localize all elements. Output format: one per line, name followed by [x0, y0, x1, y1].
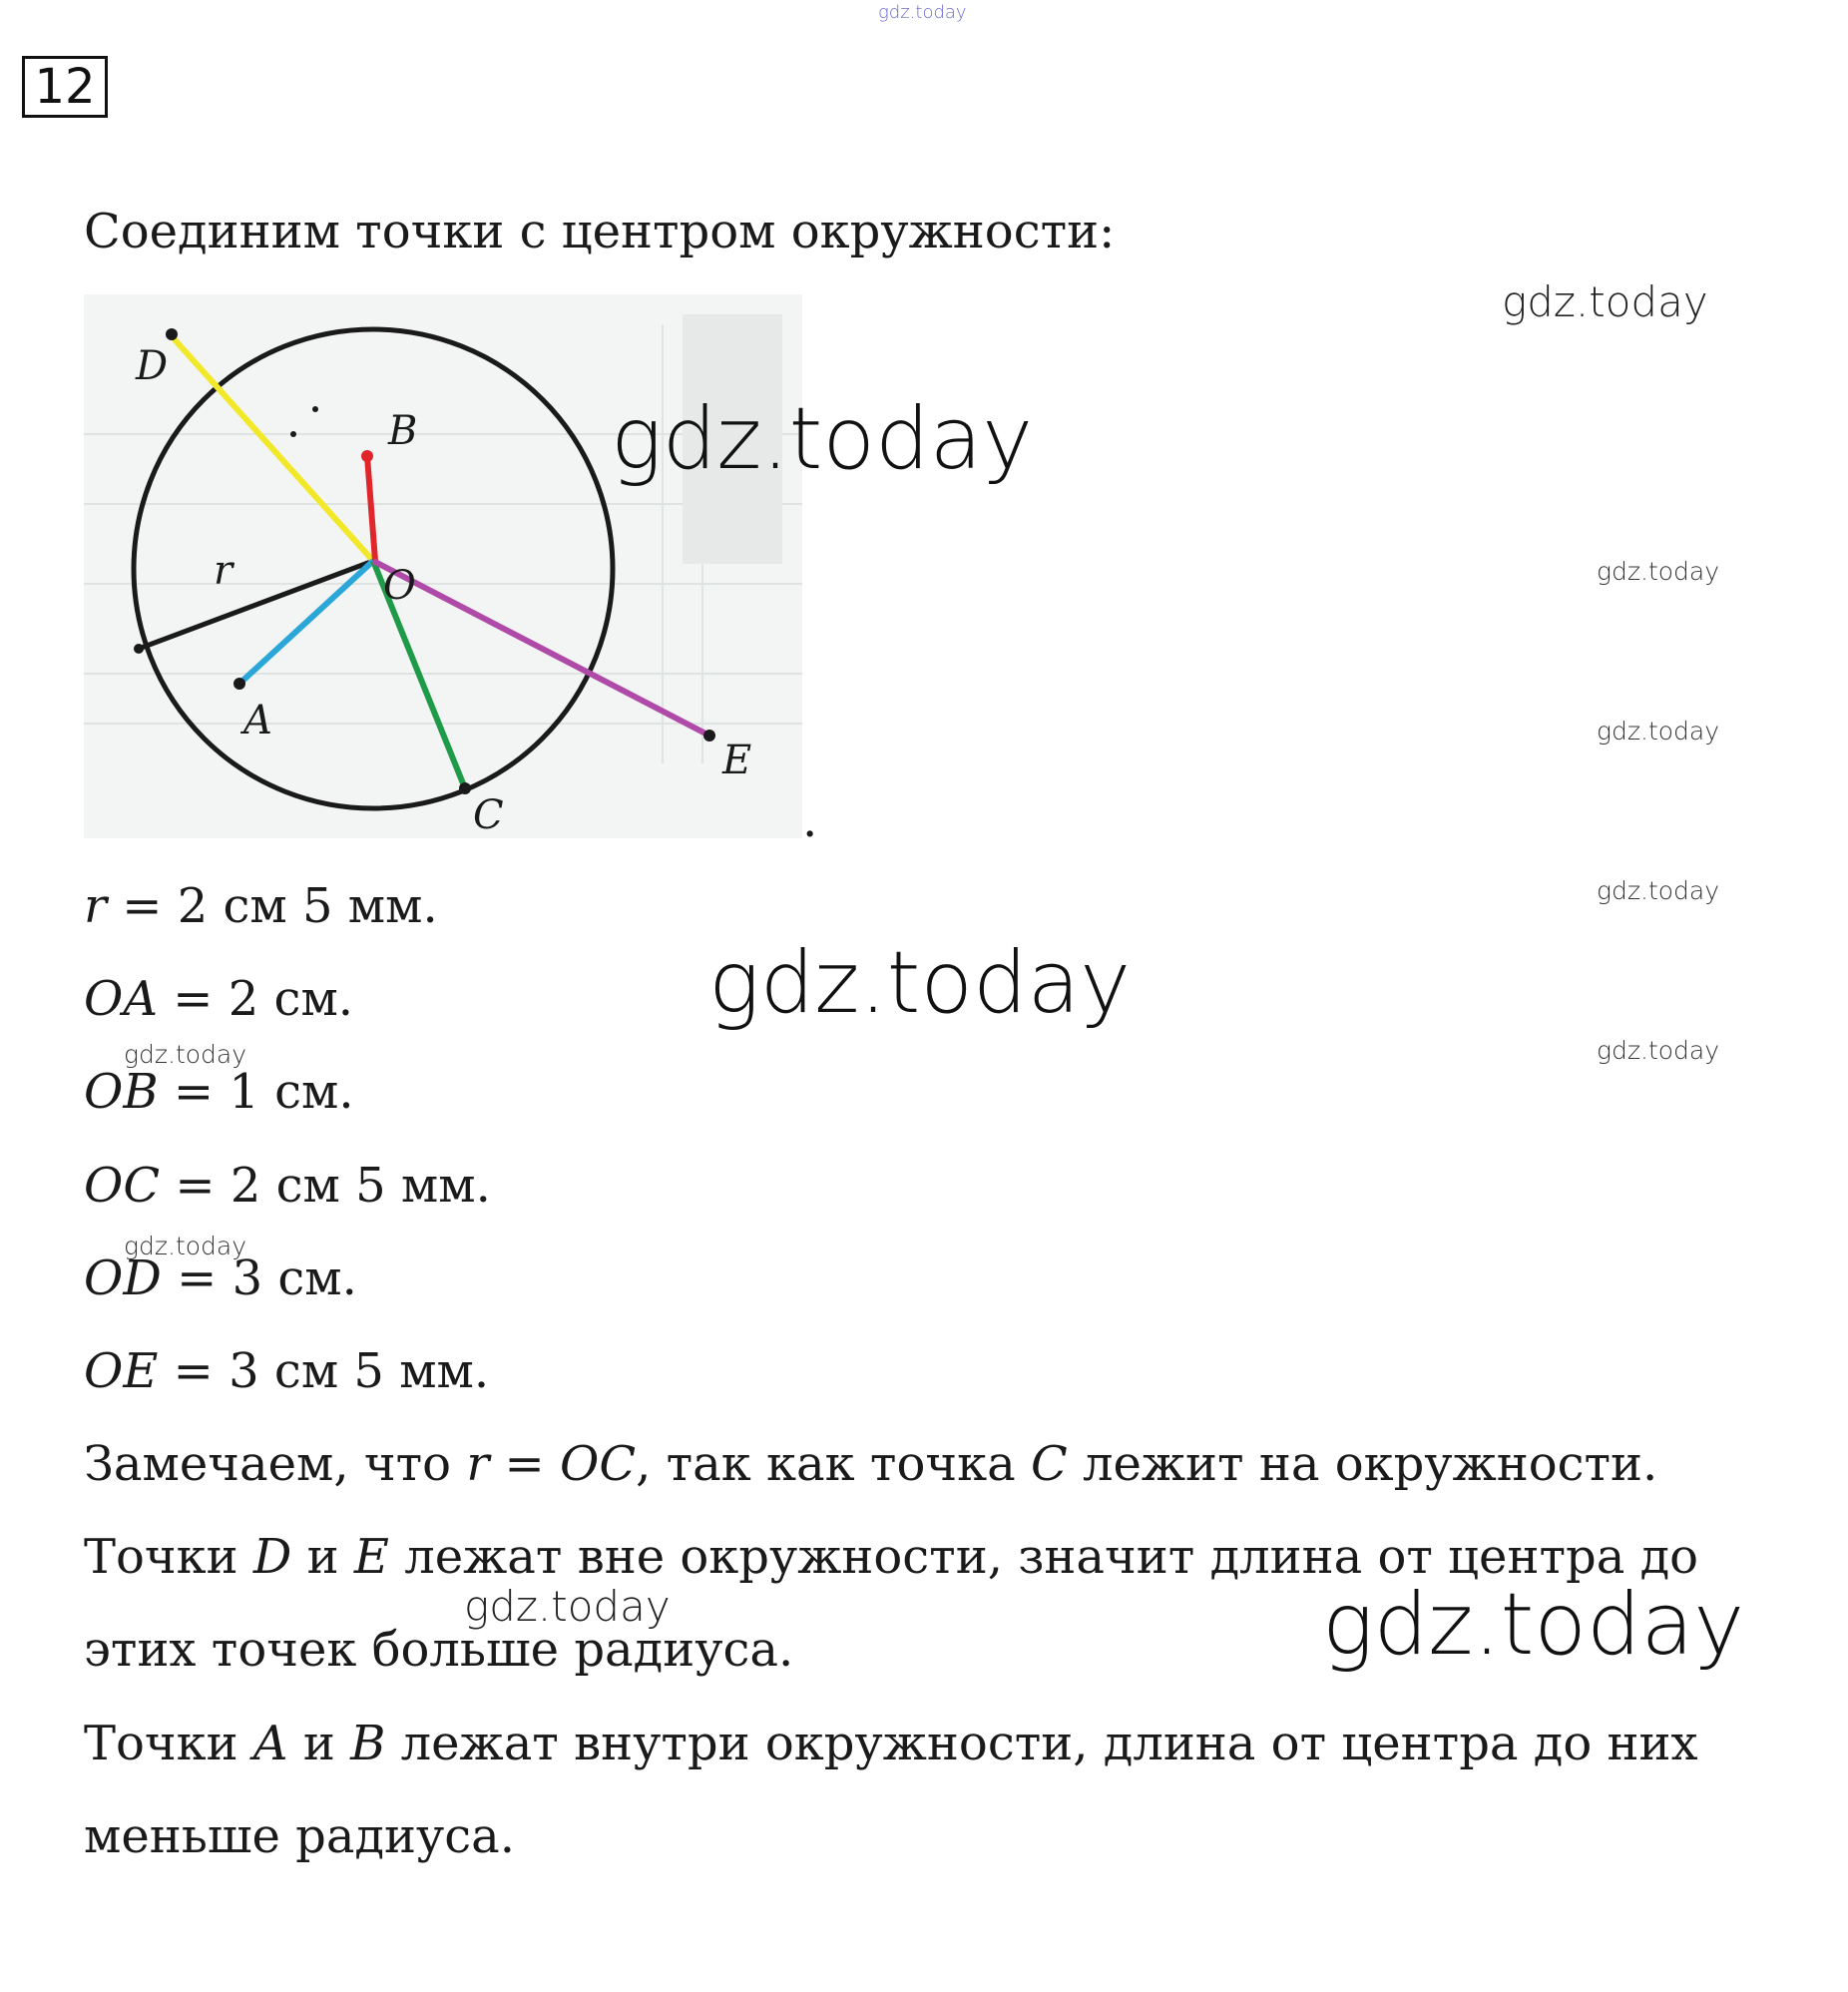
watermark-top: gdz.today — [878, 2, 967, 23]
task-number: 12 — [22, 56, 108, 118]
label-e: E — [722, 738, 752, 783]
label-a: A — [243, 698, 272, 744]
point-a — [233, 678, 245, 690]
label-r: r — [214, 548, 233, 594]
measurement-oa: OA = 2 см. — [84, 971, 354, 1027]
watermark-9: gdz.today — [124, 1232, 247, 1260]
watermark-4: gdz.today — [1597, 717, 1720, 746]
point-c — [459, 782, 471, 794]
label-o: O — [383, 563, 416, 609]
point-b — [361, 450, 373, 462]
measurement-oe: OE = 3 см 5 мм. — [84, 1343, 490, 1399]
conclusion-2-line-2: этих точек больше радиуса. — [84, 1622, 794, 1678]
measurement-od: OD = 3 см. — [84, 1250, 357, 1306]
measurement-ob: OB = 1 см. — [84, 1064, 354, 1120]
measurement-oc: OC = 2 см 5 мм. — [84, 1158, 491, 1214]
label-b: B — [388, 408, 418, 454]
label-c: C — [473, 792, 504, 838]
circle-figure — [84, 294, 802, 838]
watermark-11: gdz.today — [1322, 1575, 1745, 1675]
conclusion-3-line-2: меньше радиуса. — [84, 1808, 516, 1864]
conclusion-3-line-1: Точки A и B лежат внутри окружности, длина от центра до них — [84, 1716, 1698, 1771]
stray-dot-1 — [312, 406, 318, 412]
measurement-r: r = 2 см 5 мм. — [84, 878, 438, 934]
point-e — [703, 730, 715, 742]
conclusion-2-line-1: Точки D и E лежат вне окружности, значит длина от центра до — [84, 1529, 1699, 1585]
figure-trailing-dot: . — [802, 792, 818, 848]
watermark-7: gdz.today — [1597, 1036, 1720, 1065]
point-d — [166, 328, 178, 340]
label-d: D — [136, 343, 169, 389]
watermark-3: gdz.today — [1597, 557, 1720, 586]
watermark-6: gdz.today — [708, 933, 1132, 1033]
conclusion-1: Замечаем, что r = OC, так как точка C лежит на окружности. — [84, 1436, 1658, 1492]
radius-endpoint — [134, 644, 144, 654]
watermark-1: gdz.today — [1502, 277, 1708, 326]
watermark-5: gdz.today — [1597, 876, 1720, 905]
watermark-2: gdz.today — [611, 389, 1034, 489]
stray-dot-2 — [290, 431, 296, 437]
watermark-8: gdz.today — [124, 1040, 247, 1069]
watermark-10: gdz.today — [464, 1582, 671, 1631]
intro-text: Соединим точки с центром окружности: — [84, 204, 1116, 259]
